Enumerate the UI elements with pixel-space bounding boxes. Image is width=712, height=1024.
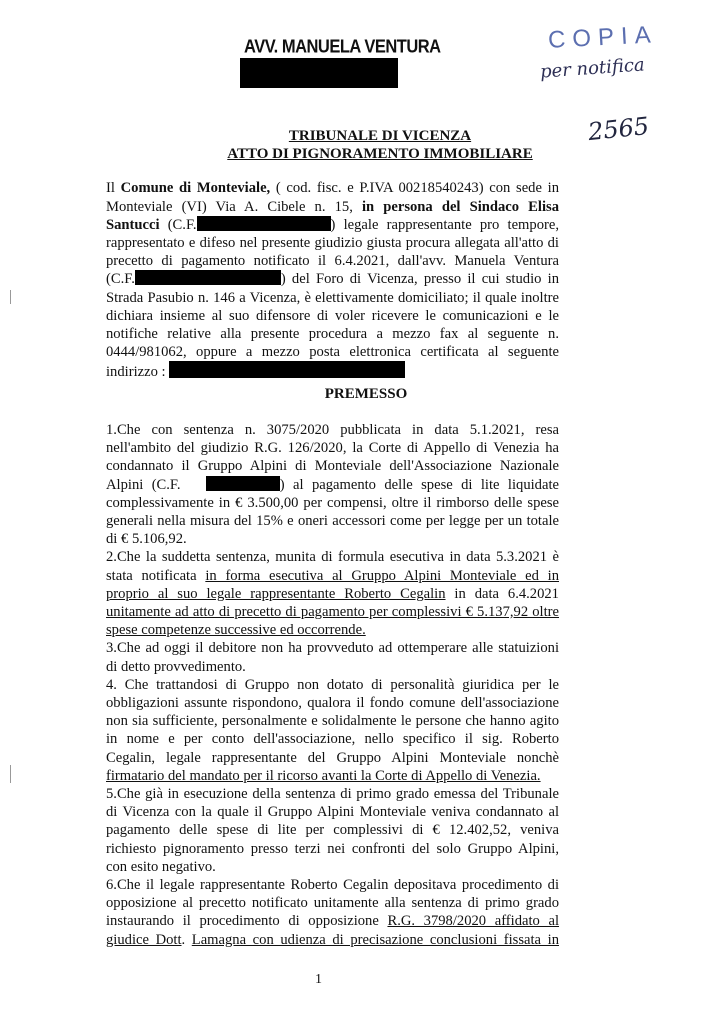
text-line: pagamento delle spese di lite per complessivi di € 12.402,52, veniva xyxy=(106,822,559,838)
page-number: 1 xyxy=(315,972,322,987)
handwritten-number: 2565 xyxy=(586,111,651,147)
text-line: 5.Che già in esecuzione della sentenza di primo grado emessa del Tribunale xyxy=(106,786,559,802)
redaction-box xyxy=(135,270,281,285)
text-line: 1.Che con sentenza n. 3075/2020 pubblicata in data 5.1.2021, resa xyxy=(106,422,559,438)
text-line: condannato il Gruppo Alpini di Monteviale dell'Associazione Nazionale xyxy=(106,458,559,474)
redaction-box xyxy=(169,361,405,378)
text-line: 6.Che il legale rappresentante Roberto Cegalin depositava procedimento di xyxy=(106,877,559,893)
text-line: nell'ambito del giudizio R.G. 126/2020, la Corte di Appello di Venezia ha xyxy=(106,440,559,456)
text-line: (C.F. ) del Foro di Vicenza, presso il cui studio in xyxy=(106,271,559,287)
text-line: Alpini (C.F. ) al pagamento delle spese di lite liquidate xyxy=(106,477,559,493)
text-line: generali nella misura del 15% e oneri accessori come per legge per un totale xyxy=(106,513,559,529)
text-line: rappresentato e difeso nel presente giudizio giusta procura allegata all'atto di xyxy=(106,235,559,251)
text-line: giudice Dott. Lamagna con udienza di precisazione conclusioni fissata in xyxy=(106,932,559,948)
text-line: spese competenze successive ed occorrende. xyxy=(106,622,366,638)
lawyer-letterhead: AVV. MANUELA VENTURA xyxy=(244,37,441,57)
text-line: 3.Che ad oggi il debitore non ha provveduto ad ottemperare alle statuizioni xyxy=(106,640,559,656)
text-line: di Vicenza con la quale il Gruppo Alpini Monteviale veniva condannato al xyxy=(106,804,559,820)
document-title: ATTO DI PIGNORAMENTO IMMOBILIARE xyxy=(227,146,533,162)
margin-mark xyxy=(10,765,11,783)
text-line: richiesto pignoramento presso terzi nei confronti del solo Gruppo Alpini, xyxy=(106,841,559,857)
text-line: firmatario del mandato per il ricorso avanti la Corte di Appello di Venezia. xyxy=(106,768,541,784)
redaction-box xyxy=(197,216,331,231)
text-line: Santucci (C.F. ) legale rappresentante pro tempore, xyxy=(106,217,559,233)
text-line: opposizione al precetto notificato unitamente alla sentenza di primo grado xyxy=(106,895,559,911)
court-title: TRIBUNALE DI VICENZA xyxy=(288,128,472,144)
text-line: in nome e per conto dell'associazione, nello specifico il sig. Roberto xyxy=(106,731,559,747)
redaction-box xyxy=(240,58,398,88)
margin-mark xyxy=(10,290,11,304)
text-line: Monteviale (VI) Via A. Cibele n. 15, in persona del Sindaco Elisa xyxy=(106,199,559,215)
text-line: non sia sufficiente, personalmente e solidalmente le persone che hanno agito xyxy=(106,713,559,729)
text-line: Il Comune di Monteviale, ( cod. fisc. e P.IVA 00218540243) con sede in xyxy=(106,180,559,196)
text-line: instaurando il procedimento di opposizione R.G. 3798/2020 affidato al xyxy=(106,913,560,929)
section-heading: PREMESSO xyxy=(324,386,408,402)
text-line: Cegalin, legale rappresentante del Gruppo Alpini Monteviale nonchè xyxy=(106,750,559,766)
text-line: 4. Che trattandosi di Gruppo non dotato di personalità giuridica per le xyxy=(106,677,559,693)
text-line: 2.Che la suddetta sentenza, munita di formula esecutiva in data 5.3.2021 è xyxy=(106,549,559,565)
text-line: complessivamente in € 3.500,00 per compensi, oltre il rimborso delle spese xyxy=(106,495,559,511)
handwritten-note: per notifica xyxy=(539,54,646,83)
text-line: unitamente ad atto di precetto di pagamento per complessivi € 5.137,92 oltre xyxy=(106,604,559,620)
text-line: Strada Pasubio n. 146 a Vicenza, è elettivamente domiciliato; il quale inoltre xyxy=(106,290,559,306)
text-line: di detto provvedimento. xyxy=(106,659,246,675)
text-line: dichiara insieme al suo difensore di voler ricevere le comunicazioni e le xyxy=(106,308,559,324)
text-line: proprio al suo legale rappresentante Roberto Cegalin in data 6.4.2021 xyxy=(106,586,559,602)
text-line: stata notificata in forma esecutiva al Gruppo Alpini Monteviale ed in xyxy=(106,568,559,584)
copy-stamp: COPIA xyxy=(547,21,659,54)
text-line: di € 5.106,92. xyxy=(106,531,187,547)
redaction-box xyxy=(206,476,280,491)
text-line: 0444/981062, oppure a mezzo posta elettronica certificata al seguente xyxy=(106,344,559,360)
text-line: con esito negativo. xyxy=(106,859,216,875)
text-line: obbligazioni assunte rispondono, qualora il fondo comune dell'associazione xyxy=(106,695,559,711)
text-line: precetto di pagamento notificato il 6.4.2021, dall'avv. Manuela Ventura xyxy=(106,253,559,269)
text-line: notifiche relative alla presente procedura a mezzo fax al seguente n. xyxy=(106,326,559,342)
text-line: indirizzo : xyxy=(106,361,559,382)
